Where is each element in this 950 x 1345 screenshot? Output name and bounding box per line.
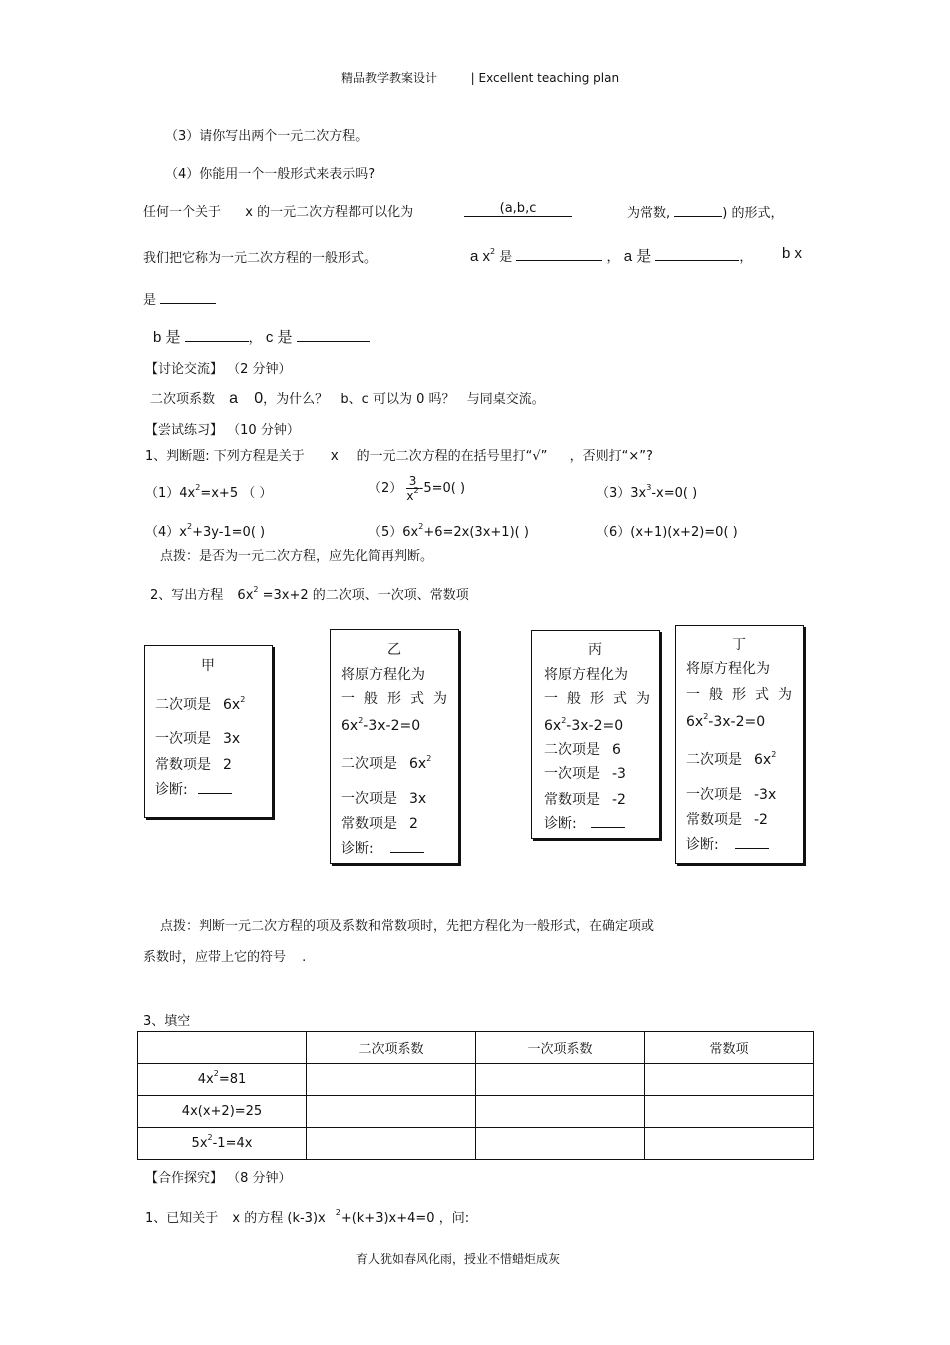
superscript: 2 <box>561 716 567 725</box>
row-equation <box>138 1064 307 1096</box>
equation-rest: -3x-2=0 <box>363 718 421 734</box>
answer-blank[interactable] <box>185 326 249 342</box>
text: x 的一元二次方程都可以化为 <box>245 205 414 220</box>
superscript: 2 <box>335 1208 341 1217</box>
text: ， <box>606 250 620 265</box>
header-cell <box>138 1032 307 1064</box>
header-cell: 一次项系数 <box>476 1032 645 1064</box>
label: 诊断: <box>544 816 577 832</box>
label: 二次项是 <box>544 742 600 758</box>
superscript: 2 <box>240 695 246 704</box>
text: 一般形式为 <box>341 691 456 707</box>
label: 一次项是 <box>544 766 600 782</box>
answer-blank[interactable] <box>735 836 769 849</box>
table-row <box>138 1096 814 1128</box>
superscript: 2 <box>418 522 424 531</box>
text: x 的方程 <box>232 1211 284 1226</box>
general-form-line-3 <box>143 288 216 308</box>
text: ， <box>248 331 262 346</box>
text: 2、写出方程 <box>150 588 224 603</box>
value: 3x <box>223 731 241 747</box>
value: -3 <box>612 766 626 782</box>
equation-rest: -3x-2=0 <box>566 718 624 734</box>
ax2: a x <box>470 248 491 265</box>
item-label: （1） <box>145 486 180 501</box>
section-title: 【讨论交流】 <box>145 362 224 377</box>
table-row <box>138 1064 814 1096</box>
value: -2 <box>612 792 626 808</box>
discuss-heading <box>145 358 292 377</box>
general-form-line-2: 我们把它称为一元二次方程的一般形式。 <box>143 251 378 266</box>
answer-blank[interactable] <box>198 781 232 794</box>
equation-rest: -3x-2=0 <box>708 714 766 730</box>
equation: (x+1)(x+2)=0( ) <box>630 525 738 540</box>
header-title <box>341 69 619 86</box>
answer-cell[interactable] <box>307 1096 476 1128</box>
superscript: 2 <box>253 585 259 594</box>
text: 是 <box>143 293 157 308</box>
general-form-line-4 <box>153 326 370 347</box>
item-label: （2） <box>368 481 403 496</box>
equation: 3x <box>630 486 647 501</box>
text: ) 的形式， <box>722 206 784 221</box>
header-cell: 二次项系数 <box>307 1032 476 1064</box>
superscript: 2 <box>207 1133 213 1142</box>
text: 1、判断题: 下列方程是关于 <box>145 449 305 464</box>
judge-item-3 <box>596 482 697 501</box>
text: 将原方程化为 <box>686 661 770 677</box>
equation: 6x <box>402 525 419 540</box>
text: ， <box>739 250 753 265</box>
text: . <box>302 950 307 965</box>
box-title: 乙 <box>387 642 401 658</box>
question-3: （3）请你写出两个一元二次方程。 <box>165 129 369 144</box>
item-label: （5） <box>368 525 403 540</box>
equation: 6x <box>686 714 704 730</box>
judge-item-6 <box>596 521 738 540</box>
denominator <box>406 486 419 503</box>
a-variable: a <box>229 390 239 407</box>
label: 二次项是 <box>155 697 211 713</box>
label: 二次项是 <box>341 756 397 772</box>
equation: 4x(x+2)=25 <box>181 1104 263 1119</box>
text: b、c 可以为 <box>340 392 412 407</box>
equation: 6x <box>544 718 562 734</box>
answer-blank[interactable] <box>591 815 625 828</box>
judge-item-5 <box>368 521 529 540</box>
c-label: c 是 <box>265 329 293 346</box>
header-title-cn: 精品教学教案设计 <box>341 71 438 85</box>
equation: 6x <box>237 588 254 603</box>
text: ，否则打“×”? <box>569 449 653 464</box>
equation-rest: -x=0( ) <box>651 486 698 501</box>
text: 是 <box>499 250 513 265</box>
zero: 0 <box>254 390 264 407</box>
ax2-label <box>470 245 752 266</box>
superscript: 2 <box>703 712 709 721</box>
practice-q1 <box>145 445 653 464</box>
header-title-en: | Excellent teaching plan <box>470 71 620 85</box>
text: 二次项系数 <box>150 392 216 407</box>
text: 1、已知关于 <box>145 1211 219 1226</box>
hint-2-line-1: 点拨：判断一元二次方程的项及系数和常数项时，先把方程化为一般形式，在确定项或 <box>160 919 655 934</box>
text: 为常数, <box>627 206 671 221</box>
equation: 4x <box>197 1072 214 1087</box>
text: 系数时，应带上它的符号 <box>143 950 287 965</box>
a-label: a 是 <box>623 248 652 265</box>
value: 6 <box>612 742 621 758</box>
text: 一般形式为 <box>686 687 801 703</box>
coop-heading <box>145 1167 292 1186</box>
equation: x <box>179 525 187 540</box>
section-title: 【尝试练习】 <box>145 423 224 438</box>
question-4: （4）你能用一个一般形式来表示吗? <box>165 167 376 182</box>
label: 诊断: <box>155 782 188 798</box>
answer-blank[interactable] <box>390 840 424 853</box>
judge-item-2 <box>368 474 465 503</box>
answer-blank[interactable] <box>297 326 370 342</box>
answer-box-yi <box>330 629 459 864</box>
text: =3x+2 的二次项、一次项、常数项 <box>262 588 469 603</box>
superscript: 2 <box>186 522 193 531</box>
text: 将原方程化为 <box>341 667 425 683</box>
item-label: （4） <box>145 525 180 540</box>
fill-table <box>137 1031 814 1160</box>
answer-box-ding <box>675 625 804 864</box>
den-var: x <box>406 489 414 503</box>
answer-blank[interactable] <box>160 288 216 304</box>
table-header-row <box>138 1032 814 1064</box>
answer-blank[interactable] <box>516 245 602 261</box>
answer-box-jia <box>144 645 273 818</box>
item-label: （6） <box>596 525 631 540</box>
superscript: 2 <box>213 1069 219 1078</box>
judge-item-4 <box>145 521 265 540</box>
section-time: （10 分钟） <box>227 423 300 438</box>
section-time: （2 分钟） <box>227 362 292 377</box>
answer-blank[interactable] <box>655 245 739 261</box>
answer-cell[interactable] <box>476 1096 645 1128</box>
answer-cell[interactable] <box>307 1128 476 1160</box>
text: ，为什么？ <box>263 392 329 407</box>
blank-prefix: (a,b,c <box>499 201 537 216</box>
coop-q1 <box>145 1207 469 1226</box>
general-form-tail <box>627 201 784 221</box>
hint-2-line-2 <box>143 946 306 965</box>
text: 与同桌交流。 <box>466 392 545 407</box>
practice-q2 <box>150 584 469 603</box>
general-form-blank[interactable] <box>464 201 572 217</box>
b-label: b 是 <box>153 329 181 346</box>
label: 一次项是 <box>686 787 742 803</box>
label: 常数项是 <box>155 757 211 773</box>
value: -2 <box>754 812 768 828</box>
equation-rest: =x+5 （ ） <box>200 486 273 501</box>
superscript: 2 <box>413 486 419 495</box>
superscript: 3 <box>646 483 652 492</box>
value: 6x <box>409 756 427 772</box>
section-time: （8 分钟） <box>227 1171 292 1186</box>
fill-heading: 3、填空 <box>143 1014 191 1029</box>
section-title: 【合作探究】 <box>145 1171 224 1186</box>
box-title: 甲 <box>201 658 215 674</box>
superscript: 2 <box>195 483 201 492</box>
equation-rest: -1=4x <box>212 1136 253 1151</box>
text: 一般形式为 <box>544 691 659 707</box>
row-equation <box>138 1096 307 1128</box>
judge-item-1 <box>145 482 272 501</box>
table-row <box>138 1128 814 1160</box>
item-label: （3） <box>596 486 631 501</box>
superscript: 2 <box>426 754 432 763</box>
answer-cell[interactable] <box>476 1064 645 1096</box>
row-equation <box>138 1128 307 1160</box>
label: 常数项是 <box>544 792 600 808</box>
value: 2 <box>409 816 418 832</box>
numerator: 3 <box>406 474 418 489</box>
equation-rest: +3y-1=0( ) <box>192 525 266 540</box>
value: -3x <box>754 787 777 803</box>
answer-box-bing <box>531 630 660 839</box>
box-title: 丙 <box>588 642 602 658</box>
value: 6x <box>223 697 241 713</box>
fraction <box>406 474 418 503</box>
label: 一次项是 <box>155 731 211 747</box>
superscript: 2 <box>771 750 777 759</box>
box-title: 丁 <box>732 637 746 653</box>
equation-rest: =81 <box>218 1072 247 1087</box>
answer-cell[interactable] <box>476 1128 645 1160</box>
equation: 5x <box>191 1136 208 1151</box>
superscript: 2 <box>490 247 496 256</box>
equation-rest: +6=2x(3x+1)( ) <box>423 525 529 540</box>
label: 诊断: <box>341 841 374 857</box>
equation: 6x <box>341 718 359 734</box>
text: 将原方程化为 <box>544 667 628 683</box>
hint-1: 点拨：是否为一元二次方程，应先化简再判断。 <box>160 549 434 564</box>
answer-blank[interactable] <box>674 201 722 217</box>
label: 常数项是 <box>341 816 397 832</box>
label: 二次项是 <box>686 752 742 768</box>
text: 任何一个关于 <box>143 205 222 220</box>
superscript: 2 <box>358 716 364 725</box>
general-form-line-1 <box>143 201 413 220</box>
value: 6x <box>754 752 772 768</box>
label: 常数项是 <box>686 812 742 828</box>
answer-cell[interactable] <box>307 1064 476 1096</box>
bx-label: b x <box>782 245 803 262</box>
text: 的一元二次方程的在括号里打“√” <box>356 449 548 464</box>
header-cell: 常数项 <box>645 1032 814 1064</box>
label: 一次项是 <box>341 791 397 807</box>
practice-heading <box>145 419 300 438</box>
answer-cell[interactable] <box>645 1064 814 1096</box>
equation: (k-3)x <box>287 1211 326 1226</box>
footer-motto: 育人犹如春风化雨，授业不惜蜡炬成灰 <box>356 1252 561 1266</box>
answer-cell[interactable] <box>645 1096 814 1128</box>
equation: 4x <box>179 486 196 501</box>
answer-cell[interactable] <box>645 1128 814 1160</box>
value: 3x <box>409 791 427 807</box>
discuss-text <box>150 388 545 408</box>
x-variable: x <box>330 447 339 464</box>
text: 0 吗？ <box>416 392 455 407</box>
equation-rest: -5=0( ) <box>418 481 466 496</box>
text: ，问: <box>438 1211 470 1226</box>
value: 2 <box>223 757 232 773</box>
equation-rest: +(k+3)x+4=0 <box>340 1211 435 1226</box>
label: 诊断: <box>686 837 719 853</box>
